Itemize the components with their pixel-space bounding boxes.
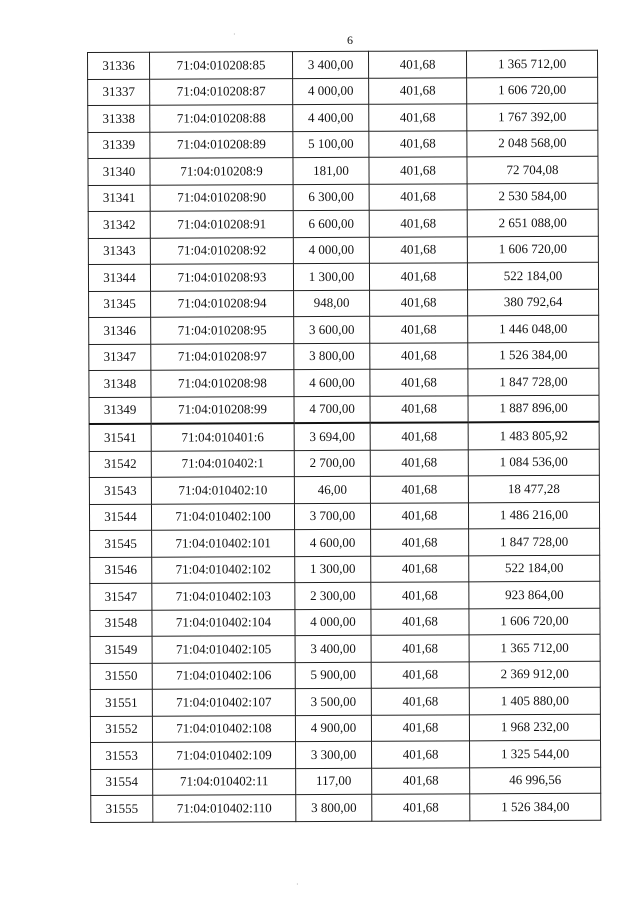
cadastral-number-cell: 71:04:010208:98	[151, 370, 294, 397]
cadastral-number-cell: 71:04:010208:85	[150, 52, 293, 79]
total-value-cell: 1 606 720,00	[467, 236, 598, 263]
area-cell: 4 000,00	[295, 609, 371, 636]
total-value-cell: 2 369 912,00	[469, 661, 600, 688]
area-cell: 5 100,00	[293, 131, 369, 158]
row-number-cell: 31546	[90, 557, 152, 584]
table-row	[89, 449, 599, 478]
area-cell: 5 900,00	[295, 662, 371, 689]
table-row	[91, 793, 601, 822]
row-number-cell: 31548	[90, 610, 152, 637]
rate-cell: 401,68	[372, 767, 470, 794]
table-row	[88, 183, 598, 212]
row-number-cell: 31550	[90, 663, 152, 690]
cadastral-number-cell: 71:04:010402:105	[152, 636, 295, 663]
rate-cell: 401,68	[369, 157, 467, 184]
area-cell: 3 500,00	[295, 688, 371, 715]
table-row	[88, 77, 598, 106]
rate-cell: 401,68	[369, 183, 467, 210]
row-number-cell: 31338	[88, 105, 150, 132]
rate-cell: 401,68	[369, 236, 467, 263]
table-row	[90, 714, 600, 743]
row-number-cell: 31543	[89, 477, 151, 504]
total-value-cell: 2 048 568,00	[467, 130, 598, 157]
table-row	[89, 502, 599, 531]
row-number-cell: 31555	[91, 795, 153, 822]
cadastral-number-cell: 71:04:010401:6	[151, 423, 294, 451]
area-cell: 3 694,00	[294, 423, 370, 450]
row-number-cell: 31554	[91, 769, 153, 796]
total-value-cell: 1 526 384,00	[470, 793, 601, 820]
total-value-cell: 1 526 384,00	[468, 342, 599, 369]
rate-cell: 401,68	[370, 502, 468, 529]
row-number-cell: 31349	[89, 397, 151, 424]
table-row	[88, 209, 598, 238]
cadastral-number-cell: 71:04:010402:106	[152, 662, 295, 689]
cadastral-number-cell: 71:04:010208:88	[150, 105, 293, 132]
area-cell: 4 600,00	[294, 369, 370, 396]
rate-cell: 401,68	[371, 635, 469, 662]
area-cell: 2 700,00	[294, 450, 370, 477]
total-value-cell: 1 606 720,00	[469, 608, 600, 635]
total-value-cell: 1 486 216,00	[468, 502, 599, 529]
cadastral-number-cell: 71:04:010402:100	[151, 503, 294, 530]
rate-cell: 401,68	[370, 342, 468, 369]
area-cell: 181,00	[293, 157, 369, 184]
table-row	[89, 422, 599, 451]
row-number-cell: 31340	[88, 158, 150, 185]
row-number-cell: 31552	[90, 716, 152, 743]
row-number-cell: 31345	[89, 291, 151, 318]
total-value-cell: 1 325 544,00	[470, 740, 601, 767]
cadastral-number-cell: 71:04:010208:90	[150, 184, 293, 211]
total-value-cell: 1 847 728,00	[468, 368, 599, 395]
total-value-cell: 1 847 728,00	[469, 528, 600, 555]
row-number-cell: 31336	[88, 52, 150, 79]
rate-cell: 401,68	[372, 741, 470, 768]
cadastral-number-cell: 71:04:010208:99	[151, 396, 294, 424]
area-cell: 4 000,00	[293, 78, 369, 105]
total-value-cell: 1 365 712,00	[466, 50, 597, 77]
area-cell: 948,00	[294, 290, 370, 317]
area-cell: 4 700,00	[294, 396, 370, 423]
total-value-cell: 1 365 712,00	[469, 634, 600, 661]
rate-cell: 401,68	[368, 51, 466, 78]
cadastral-number-cell: 71:04:010208:93	[150, 264, 293, 291]
cadastral-number-cell: 71:04:010208:95	[151, 317, 294, 344]
rate-cell: 401,68	[370, 449, 468, 476]
total-value-cell: 923 864,00	[469, 581, 600, 608]
area-cell: 2 300,00	[295, 582, 371, 609]
row-number-cell: 31346	[89, 317, 151, 344]
row-number-cell: 31553	[91, 742, 153, 769]
area-cell: 3 300,00	[296, 741, 372, 768]
table-row	[90, 687, 600, 716]
rate-cell: 401,68	[369, 210, 467, 237]
total-value-cell: 72 704,08	[467, 156, 598, 183]
total-value-cell: 1 887 896,00	[468, 395, 599, 423]
scan-speck: ·	[233, 30, 236, 39]
total-value-cell: 1 767 392,00	[467, 103, 598, 130]
cadastral-number-cell: 71:04:010208:87	[150, 78, 293, 105]
cadastral-number-cell: 71:04:010402:110	[153, 795, 296, 822]
cadastral-number-cell: 71:04:010402:11	[153, 768, 296, 795]
total-value-cell: 1 968 232,00	[469, 714, 600, 741]
total-value-cell: 380 792,64	[468, 289, 599, 316]
cadastral-number-cell: 71:04:010402:101	[152, 530, 295, 557]
row-number-cell: 31347	[89, 344, 151, 371]
cadastral-number-cell: 71:04:010402:108	[152, 715, 295, 742]
rate-cell: 401,68	[371, 555, 469, 582]
rate-cell: 401,68	[370, 476, 468, 503]
cadastral-number-cell: 71:04:010208:97	[151, 343, 294, 370]
area-cell: 6 300,00	[293, 184, 369, 211]
table-row	[89, 315, 599, 344]
rate-cell: 401,68	[369, 77, 467, 104]
area-cell: 3 600,00	[294, 316, 370, 343]
table-body	[88, 50, 601, 822]
page-number: 6	[347, 33, 353, 47]
table-row	[89, 395, 599, 424]
row-number-cell: 31343	[88, 238, 150, 265]
area-cell: 3 700,00	[294, 503, 370, 530]
cadastral-number-cell: 71:04:010402:107	[152, 689, 295, 716]
row-number-cell: 31341	[88, 185, 150, 212]
rate-cell: 401,68	[369, 263, 467, 290]
rate-cell: 401,68	[370, 422, 468, 449]
rate-cell: 401,68	[371, 608, 469, 635]
table-row	[90, 581, 600, 610]
row-number-cell: 31542	[89, 451, 151, 478]
area-cell: 1 300,00	[295, 556, 371, 583]
row-number-cell: 31545	[90, 530, 152, 557]
rate-cell: 401,68	[370, 395, 468, 422]
table-row	[89, 475, 599, 504]
area-cell: 4 400,00	[293, 104, 369, 131]
table-row	[91, 740, 601, 769]
table-row	[88, 130, 598, 159]
rate-cell: 401,68	[372, 794, 470, 821]
area-cell: 3 800,00	[296, 794, 372, 821]
table-row	[90, 661, 600, 690]
rate-cell: 401,68	[370, 369, 468, 396]
table-row	[90, 634, 600, 663]
area-cell: 4 900,00	[295, 715, 371, 742]
area-cell: 46,00	[294, 476, 370, 503]
area-cell: 4 000,00	[293, 237, 369, 264]
table-row	[89, 342, 599, 371]
row-number-cell: 31547	[90, 583, 152, 610]
table-row	[89, 289, 599, 318]
total-value-cell: 46 996,56	[470, 767, 601, 794]
total-value-cell: 1 606 720,00	[467, 77, 598, 104]
total-value-cell: 522 184,00	[469, 555, 600, 582]
table-row	[88, 103, 598, 132]
row-number-cell: 31541	[89, 424, 151, 451]
table-row	[90, 528, 600, 557]
cadastral-number-cell: 71:04:010208:91	[150, 211, 293, 238]
rate-cell: 401,68	[370, 289, 468, 316]
row-number-cell: 31337	[88, 79, 150, 106]
area-cell: 117,00	[296, 768, 372, 795]
rate-cell: 401,68	[371, 661, 469, 688]
cadastral-number-cell: 71:04:010402:109	[153, 742, 296, 769]
total-value-cell: 2 651 088,00	[467, 209, 598, 236]
table-row	[88, 262, 598, 291]
document-table	[87, 50, 601, 823]
row-number-cell: 31549	[90, 636, 152, 663]
cadastral-number-cell: 71:04:010208:89	[150, 131, 293, 158]
area-cell: 3 400,00	[295, 635, 371, 662]
area-cell: 3 400,00	[293, 51, 369, 78]
area-cell: 1 300,00	[293, 263, 369, 290]
rate-cell: 401,68	[371, 714, 469, 741]
total-value-cell: 1 084 536,00	[468, 449, 599, 476]
total-value-cell: 522 184,00	[467, 262, 598, 289]
table-row	[88, 156, 598, 185]
row-number-cell: 31344	[88, 264, 150, 291]
rate-cell: 401,68	[369, 104, 467, 131]
row-number-cell: 31342	[88, 211, 150, 238]
total-value-cell: 1 446 048,00	[468, 315, 599, 342]
rate-cell: 401,68	[371, 582, 469, 609]
cadastral-number-cell: 71:04:010402:10	[151, 477, 294, 504]
table-row	[88, 50, 598, 79]
row-number-cell: 31348	[89, 370, 151, 397]
table-row	[88, 236, 598, 265]
scan-speck: ·	[296, 880, 299, 889]
cadastral-number-cell: 71:04:010402:103	[152, 583, 295, 610]
rate-cell: 401,68	[371, 688, 469, 715]
table-row	[91, 767, 601, 796]
total-value-cell: 1 483 805,92	[468, 422, 599, 450]
cadastral-number-cell: 71:04:010402:102	[152, 556, 295, 583]
document-table-container	[87, 50, 600, 823]
rate-cell: 401,68	[371, 529, 469, 556]
area-cell: 4 600,00	[295, 529, 371, 556]
table-row	[89, 368, 599, 397]
row-number-cell: 31339	[88, 132, 150, 159]
cadastral-number-cell: 71:04:010208:92	[150, 237, 293, 264]
row-number-cell: 31551	[90, 689, 152, 716]
table-row	[90, 608, 600, 637]
rate-cell: 401,68	[369, 130, 467, 157]
area-cell: 3 800,00	[294, 343, 370, 370]
cadastral-number-cell: 71:04:010208:94	[151, 290, 294, 317]
table-row	[90, 555, 600, 584]
cadastral-number-cell: 71:04:010402:1	[151, 450, 294, 477]
total-value-cell: 2 530 584,00	[467, 183, 598, 210]
cadastral-number-cell: 71:04:010402:104	[152, 609, 295, 636]
total-value-cell: 18 477,28	[468, 475, 599, 502]
cadastral-number-cell: 71:04:010208:9	[150, 158, 293, 185]
total-value-cell: 1 405 880,00	[469, 687, 600, 714]
area-cell: 6 600,00	[293, 210, 369, 237]
row-number-cell: 31544	[89, 504, 151, 531]
rate-cell: 401,68	[370, 316, 468, 343]
